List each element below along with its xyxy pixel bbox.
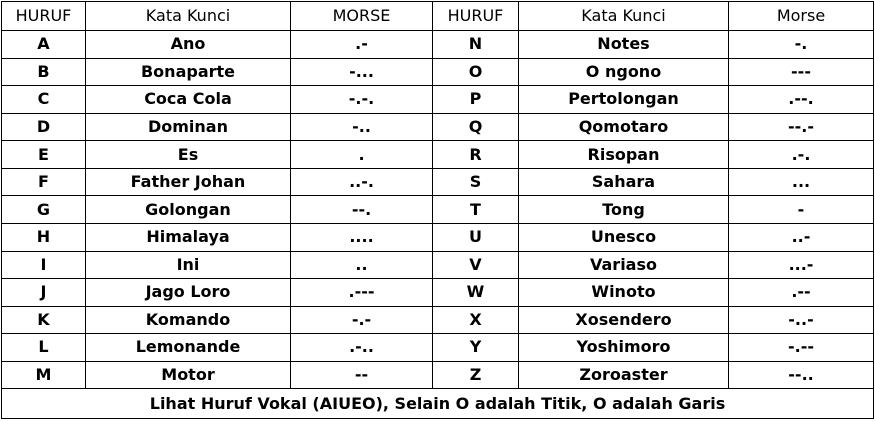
header-keyword-left: Kata Kunci [86, 2, 291, 31]
letter-cell: U [433, 223, 519, 251]
letter-cell: H [2, 223, 86, 251]
keyword-cell: Father Johan [86, 168, 291, 196]
morse-cell: .--. [729, 86, 874, 114]
letter-cell: W [433, 279, 519, 307]
letter-cell: C [2, 86, 86, 114]
morse-cell: --.- [729, 113, 874, 141]
keyword-cell: Risopan [519, 141, 729, 169]
morse-cell: -- [291, 361, 433, 389]
letter-cell: D [2, 113, 86, 141]
keyword-cell: Bonaparte [86, 58, 291, 86]
keyword-cell: Motor [86, 361, 291, 389]
letter-cell: Q [433, 113, 519, 141]
letter-cell: V [433, 251, 519, 279]
morse-cell: --.. [729, 361, 874, 389]
morse-cell: .... [291, 223, 433, 251]
morse-cell: -.- [291, 306, 433, 334]
keyword-cell: Himalaya [86, 223, 291, 251]
keyword-cell: Komando [86, 306, 291, 334]
letter-cell: F [2, 168, 86, 196]
keyword-cell: Xosendero [519, 306, 729, 334]
letter-cell: X [433, 306, 519, 334]
keyword-cell: Ini [86, 251, 291, 279]
letter-cell: R [433, 141, 519, 169]
morse-cell: -.-- [729, 334, 874, 362]
letter-cell: S [433, 168, 519, 196]
table-row [2, 141, 874, 169]
morse-cell: ..- [729, 223, 874, 251]
letter-cell: O [433, 58, 519, 86]
morse-cell: . [291, 141, 433, 169]
letter-cell: B [2, 58, 86, 86]
morse-cell: .--- [291, 279, 433, 307]
keyword-cell: Zoroaster [519, 361, 729, 389]
letter-cell: G [2, 196, 86, 224]
letter-cell: K [2, 306, 86, 334]
table-row [2, 361, 874, 389]
keyword-cell: Golongan [86, 196, 291, 224]
header-morse-left: MORSE [291, 2, 433, 31]
footer-note: Lihat Huruf Vokal (AIUEO), Selain O adalah Titik, O adalah Garis [2, 389, 874, 419]
table-row [2, 86, 874, 114]
header-keyword-right: Kata Kunci [519, 2, 729, 31]
header-letter-left: HURUF [2, 2, 86, 31]
table-row [2, 196, 874, 224]
keyword-cell: Winoto [519, 279, 729, 307]
header-row [2, 2, 874, 31]
letter-cell: N [433, 31, 519, 59]
keyword-cell: Pertolongan [519, 86, 729, 114]
table-row [2, 334, 874, 362]
keyword-cell: Variaso [519, 251, 729, 279]
letter-cell: M [2, 361, 86, 389]
table-row [2, 279, 874, 307]
table-row [2, 306, 874, 334]
keyword-cell: Sahara [519, 168, 729, 196]
footer-row [2, 389, 874, 419]
letter-cell: P [433, 86, 519, 114]
morse-cell: -. [729, 31, 874, 59]
keyword-cell: Es [86, 141, 291, 169]
morse-cell: --. [291, 196, 433, 224]
morse-cell: -.. [291, 113, 433, 141]
letter-cell: Y [433, 334, 519, 362]
morse-cell: ...- [729, 251, 874, 279]
table-row [2, 31, 874, 59]
table-row [2, 58, 874, 86]
morse-cell: .. [291, 251, 433, 279]
morse-cell: ..-. [291, 168, 433, 196]
morse-cell: -.-. [291, 86, 433, 114]
morse-cell: -... [291, 58, 433, 86]
morse-cell: ... [729, 168, 874, 196]
keyword-cell: Yoshimoro [519, 334, 729, 362]
keyword-cell: Dominan [86, 113, 291, 141]
keyword-cell: Unesco [519, 223, 729, 251]
letter-cell: E [2, 141, 86, 169]
keyword-cell: Tong [519, 196, 729, 224]
keyword-cell: O ngono [519, 58, 729, 86]
keyword-cell: Qomotaro [519, 113, 729, 141]
table-row [2, 251, 874, 279]
keyword-cell: Jago Loro [86, 279, 291, 307]
keyword-cell: Ano [86, 31, 291, 59]
morse-cell: .-- [729, 279, 874, 307]
keyword-cell: Coca Cola [86, 86, 291, 114]
header-letter-right: HURUF [433, 2, 519, 31]
morse-cell: -..- [729, 306, 874, 334]
letter-cell: A [2, 31, 86, 59]
letter-cell: L [2, 334, 86, 362]
letter-cell: Z [433, 361, 519, 389]
morse-cell: .- [291, 31, 433, 59]
morse-cell: - [729, 196, 874, 224]
keyword-cell: Lemonande [86, 334, 291, 362]
table-row [2, 113, 874, 141]
header-morse-right: Morse [729, 2, 874, 31]
morse-cell: .-. [729, 141, 874, 169]
letter-cell: J [2, 279, 86, 307]
morse-code-table [1, 1, 874, 419]
table-row [2, 168, 874, 196]
letter-cell: I [2, 251, 86, 279]
morse-cell: .-.. [291, 334, 433, 362]
letter-cell: T [433, 196, 519, 224]
morse-cell: --- [729, 58, 874, 86]
table-row [2, 223, 874, 251]
keyword-cell: Notes [519, 31, 729, 59]
